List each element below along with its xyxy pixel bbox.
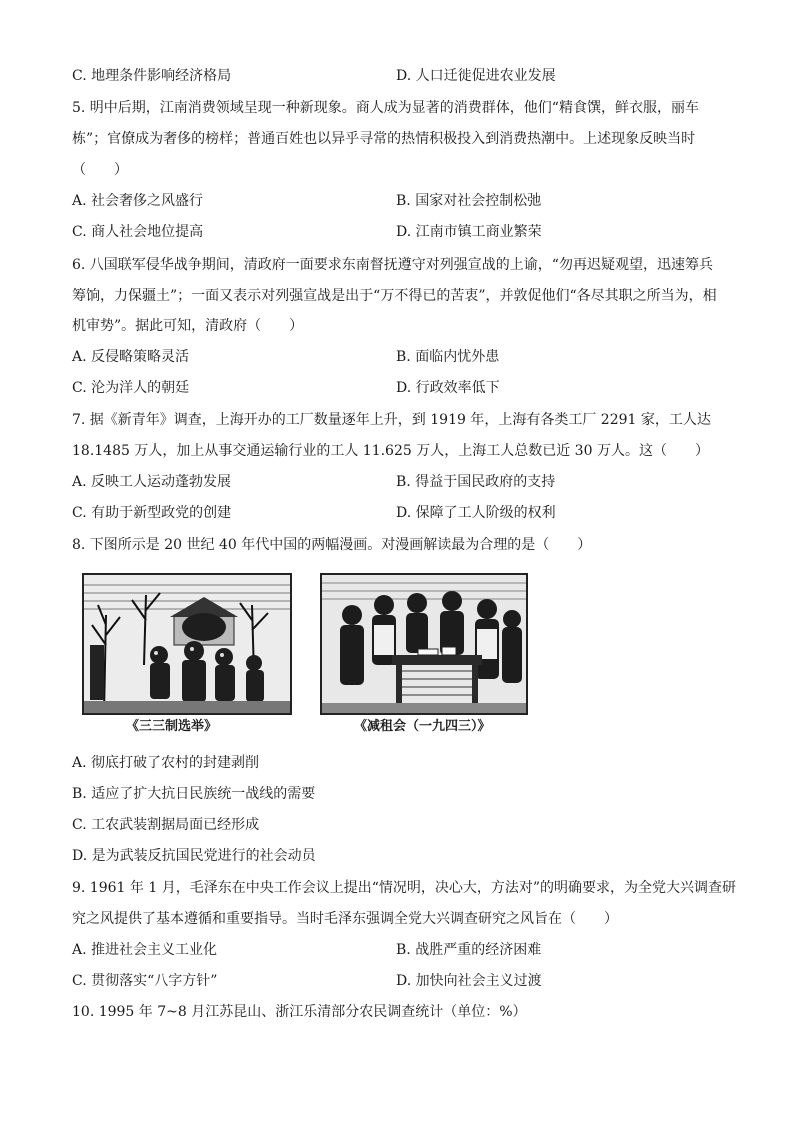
question-7-stem-line: 7. 据《新青年》调查，上海开办的工厂数量逐年上升，到 1919 年，上海有各类工厂 2291 家，工人达 <box>72 412 711 428</box>
question-6-stem-line: 筹饷，力保疆土”；一面又表示对列强宣战是出于“万不得已的苦衷”，并敦促他们“各尽其职之所当为，相 <box>72 288 717 304</box>
woodcut-rent-reduction-image <box>320 573 528 715</box>
option-d: D. 是为武装反抗国民党进行的社会动员 <box>72 848 316 864</box>
option-a: A. 推进社会主义工业化 <box>72 942 218 958</box>
image-caption-right: 《减租会（一九四三）》 <box>354 719 491 734</box>
option-a: A. 彻底打破了农村的封建剥削 <box>72 755 260 771</box>
woodcut-election-image <box>82 573 292 715</box>
option-c: C. 工农武装割据局面已经形成 <box>72 817 260 833</box>
option-d: D. 行政效率低下 <box>396 380 500 396</box>
option-b: B. 战胜严重的经济困难 <box>396 942 542 958</box>
question-6-stem-line: 6. 八国联军侵华战争期间，清政府一面要求东南督抚遵守对列强宣战的上谕，“勿再迟疑观望，迅速筹兵 <box>72 257 713 273</box>
question-5-stem-line: 5. 明中后期，江南消费领域呈现一种新现象。商人成为显著的消费群体，他们“精食馔，鲜衣服，丽车 <box>72 100 699 116</box>
option-c: C. 地理条件影响经济格局 <box>72 68 232 84</box>
question-5-stem-line: 栋”；官僚成为奢侈的榜样；普通百姓也以异乎寻常的热情积极投入到消费热潮中。上述现象反映当时 <box>72 131 696 147</box>
option-d: D. 江南市镇工商业繁荣 <box>396 224 542 240</box>
option-b: B. 适应了扩大抗日民族统一战线的需要 <box>72 786 316 802</box>
option-b: B. 国家对社会控制松弛 <box>396 193 542 209</box>
question-9-stem-line: 9. 1961 年 1 月，毛泽东在中央工作会议上提出“情况明，决心大，方法对”的明确要求，为全党大兴调查研 <box>72 880 737 896</box>
option-c: C. 贯彻落实“八字方针” <box>72 973 218 989</box>
image-caption-left: 《三三制选举》 <box>126 719 218 734</box>
question-10-stem: 10. 1995 年 7~8 月江苏昆山、浙江乐清部分农民调查统计（单位：%） <box>72 1004 527 1020</box>
option-b: B. 面临内忧外患 <box>396 349 500 365</box>
question-7-stem-line: 18.1485 万人，加上从事交通运输行业的工人 11.625 万人，上海工人总数已近 30 万人。这（ ） <box>72 443 709 459</box>
option-c: C. 沦为洋人的朝廷 <box>72 380 190 396</box>
option-d: D. 加快向社会主义过渡 <box>396 973 542 989</box>
option-a: A. 反侵略策略灵活 <box>72 349 190 365</box>
option-d: D. 人口迁徙促进农业发展 <box>396 68 556 84</box>
question-9-stem-line: 究之风提供了基本遵循和重要指导。当时毛泽东强调全党大兴调查研究之风旨在（ ） <box>72 911 618 927</box>
question-6-stem-line: 机审势”。据此可知，清政府（ ） <box>72 318 304 334</box>
option-d: D. 保障了工人阶级的权利 <box>396 505 556 521</box>
option-a: A. 社会奢侈之风盛行 <box>72 193 204 209</box>
option-a: A. 反映工人运动蓬勃发展 <box>72 474 232 490</box>
option-b: B. 得益于国民政府的支持 <box>396 474 556 490</box>
option-c: C. 有助于新型政党的创建 <box>72 505 232 521</box>
question-5-stem-line: （ ） <box>72 162 128 178</box>
question-8-stem: 8. 下图所示是 20 世纪 40 年代中国的两幅漫画。对漫画解读最为合理的是（ ） <box>72 537 592 553</box>
option-c: C. 商人社会地位提高 <box>72 224 204 240</box>
